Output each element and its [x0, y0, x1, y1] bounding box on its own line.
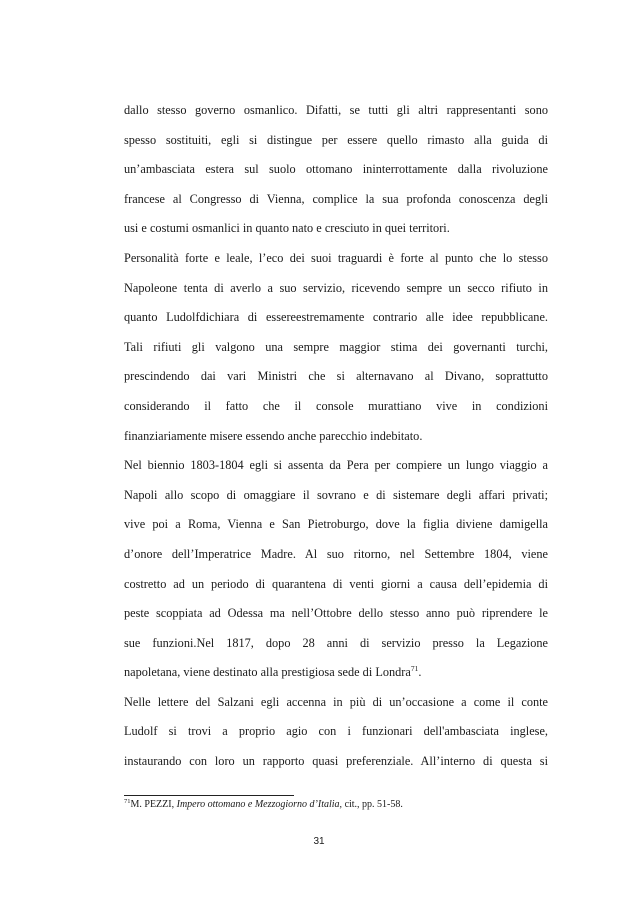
page-number: 31 [313, 836, 325, 847]
text-line: peste scoppiata ad Odessa ma nell’Ottobre dello stesso anno può riprendere le [124, 606, 548, 621]
text-line: Tali rifiuti gli valgono una sempre maggior stima dei governanti turchi, [124, 339, 548, 354]
footnote-author: M. PEZZI, [130, 799, 177, 810]
text-line: vive poi a Roma, Vienna e San Pietroburgo, dove la figlia diviene damigella [124, 517, 548, 532]
text-line: Napoleone tenta di averlo a suo servizio, ricevendo sempre un secco rifiuto in [124, 280, 548, 295]
footnote [124, 798, 554, 812]
text-line: finanziariamente misere essendo anche parecchio indebitato. [124, 428, 423, 443]
text-line: dallo stesso governo osmanlico. Difatti, se tutti gli altri rappresentanti sono [124, 103, 548, 117]
footnote-divider [124, 795, 294, 796]
text-line: Napoli allo scopo di omaggiare il sovrano e di sistemare degli affari privati; [124, 487, 548, 502]
text-line: Nel biennio 1803-1804 egli si assenta da Pera per compiere un lungo viaggio a [124, 458, 548, 473]
text-line: sue funzioni.Nel 1817, dopo 28 anni di servizio presso la Legazione [124, 635, 548, 650]
text-line-with-footnote [124, 658, 548, 688]
text-line: spesso sostituiti, egli si distingue per essere quello rimasto alla guida di [124, 132, 548, 147]
footnote-title: Impero ottomano e Mezzogiorno d’Italia, [176, 799, 343, 810]
body-text [124, 96, 548, 777]
footnote-number: 71 [124, 798, 131, 805]
text-line: quanto Ludolfdichiara di essereestremamente contrario alle idee repubblicane. [124, 310, 548, 325]
text-line: considerando il fatto che il console murattiano vive in condizioni [124, 398, 548, 413]
text-line: usi e costumi osmanlici in quanto nato e cresciuto in quei territori. [124, 221, 450, 236]
text-line: costretto ad un periodo di quarantena di venti giorni a causa dell’epidemia di [124, 576, 548, 591]
text-line: francese al Congresso di Vienna, complice la sua profonda conoscenza degli [124, 191, 548, 206]
footnote-reference[interactable]: 71 [410, 664, 419, 674]
text-line: instaurando con loro un rapporto quasi preferenziale. All’interno di questa si [124, 754, 548, 769]
text-line: Nelle lettere del Salzani egli accenna in più di un’occasione a come il conte [124, 694, 548, 709]
text-line: Ludolf si trovi a proprio agio con i funzionari dell'ambasciata inglese, [124, 724, 548, 739]
text-line: un’ambasciata estera sul suolo ottomano ininterrottamente dalla rivoluzione [124, 162, 548, 177]
text-line: d’onore dell’Imperatrice Madre. Al suo ritorno, nel Settembre 1804, viene [124, 546, 548, 561]
text-segment: . [418, 665, 422, 680]
text-line: prescindendo dai vari Ministri che si alternavano al Divano, soprattutto [124, 369, 548, 384]
text-segment: napoletana, viene destinato alla prestigiosa sede di Londra [124, 665, 411, 680]
text-line: Personalità forte e leale, l’eco dei suoi traguardi è forte al punto che lo stesso [124, 250, 548, 265]
footnote-citation: cit., pp. 51-58. [342, 799, 403, 810]
